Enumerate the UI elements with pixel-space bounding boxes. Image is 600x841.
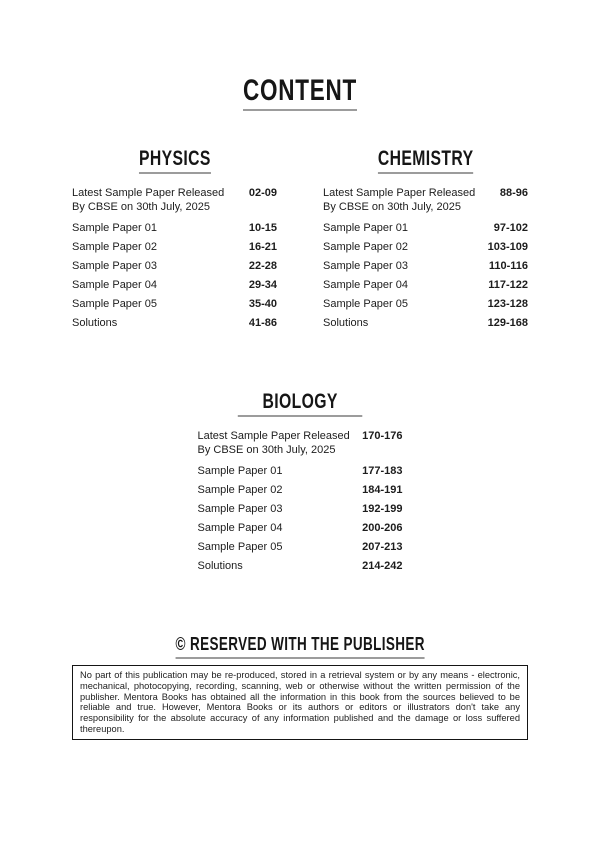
chemistry-heading-block [323, 148, 528, 174]
toc-entry-label: Solutions [72, 317, 118, 329]
toc-entry-label [198, 431, 350, 456]
toc-entry-pages: 88-96 [499, 187, 528, 199]
toc-entry-pages: 35-40 [248, 298, 277, 310]
toc-entry-pages: 10-15 [248, 222, 277, 234]
chemistry-heading-wrap [378, 148, 474, 174]
toc-entry-label: Sample Paper 05 [197, 541, 283, 553]
publisher-heading-block [0, 635, 600, 659]
toc-entry-label-line1: Latest Sample Paper Released [323, 187, 476, 199]
toc-entry-pages: 207-213 [362, 541, 403, 553]
toc-entry-pages: 41-86 [248, 317, 277, 329]
toc-entry [198, 485, 403, 496]
toc-entry-pages: 192-199 [362, 503, 403, 515]
disclaimer-text: No part of this publication may be re-produced, stored in a retrieval system or by any means - electronic, mechanical, photocopying, recording, scanning, web or otherwise without the written permission of the publisher. Mentora Books has obtained all the information in this book from the sources believed to be reliable and true. However, Mentora Books or its authors or editors or illustrators don't take any responsibility for the absolute accuracy of any information published and the damage or loss suffered thereupon. [80, 670, 520, 734]
toc-entry-label-line1: Latest Sample Paper Released [197, 430, 350, 442]
toc-entry-label: Sample Paper 01 [72, 222, 157, 234]
toc-entry-pages: 123-128 [487, 298, 528, 310]
biology-heading-block [198, 391, 403, 417]
toc-entry [198, 504, 403, 515]
toc-entry [198, 523, 403, 534]
toc-entry-label: Sample Paper 05 [72, 298, 157, 310]
biology-entries [198, 431, 403, 572]
section-heading-underline [378, 172, 474, 174]
toc-entry [323, 188, 528, 213]
toc-entry-label-line2: By CBSE on 30th July, 2025 [323, 201, 461, 213]
toc-entry-pages: 110-116 [488, 260, 528, 272]
toc-entry [72, 261, 277, 272]
toc-entry-pages: 170-176 [362, 430, 403, 442]
toc-entry [72, 223, 277, 234]
toc-entry [198, 431, 403, 456]
toc-entry-label: Sample Paper 04 [72, 279, 157, 291]
toc-entry-label: Sample Paper 03 [72, 260, 157, 272]
toc-entry-pages: 129-168 [487, 317, 528, 329]
toc-entry-label: Solutions [197, 560, 243, 572]
toc-entry [323, 223, 528, 234]
toc-entry-label: Sample Paper 04 [197, 522, 283, 534]
toc-entry-pages: 22-28 [248, 260, 277, 272]
toc-entry-pages: 214-242 [362, 560, 403, 572]
section-chemistry [323, 148, 528, 337]
publisher-heading-underline [175, 657, 424, 659]
toc-entry [323, 280, 528, 291]
toc-entry-label [323, 188, 475, 213]
toc-entry-pages: 29-34 [248, 279, 277, 291]
toc-entry-pages: 97-102 [493, 222, 528, 234]
toc-entry [198, 561, 403, 572]
section-heading: PHYSICS [138, 147, 211, 170]
toc-entry-pages: 16-21 [248, 241, 277, 253]
toc-entry-label: Sample Paper 05 [323, 298, 408, 310]
toc-entry [72, 188, 277, 213]
page-title-underline [243, 109, 357, 111]
toc-entry-pages: 117-122 [488, 279, 528, 291]
disclaimer-box [72, 665, 528, 740]
physics-entries [72, 188, 277, 329]
toc-entry-label: Sample Paper 04 [323, 279, 408, 291]
toc-entry-pages: 177-183 [362, 465, 403, 477]
toc-entry [323, 299, 528, 310]
toc-entry [323, 261, 528, 272]
toc-entry-label-line2: By CBSE on 30th July, 2025 [197, 444, 336, 456]
toc-entry [198, 466, 403, 477]
toc-entry [72, 280, 277, 291]
toc-entry [72, 299, 277, 310]
toc-entry-label-line2: By CBSE on 30th July, 2025 [72, 201, 210, 213]
section-biology [198, 391, 403, 572]
toc-entry [72, 318, 277, 329]
toc-entry-label-line1: Latest Sample Paper Released [72, 187, 225, 199]
toc-entry-label: Sample Paper 01 [197, 465, 283, 477]
toc-entry-label: Sample Paper 02 [197, 484, 283, 496]
publisher-heading: © RESERVED WITH THE PUBLISHER [175, 634, 425, 654]
biology-heading-wrap [262, 391, 337, 417]
toc-entry [323, 318, 528, 329]
toc-entry [323, 242, 528, 253]
toc-entry-label: Sample Paper 02 [72, 241, 157, 253]
toc-entry-pages: 103-109 [487, 241, 528, 253]
page-title: CONTENT [243, 74, 357, 107]
toc-entry-label: Solutions [323, 317, 369, 329]
toc-entry [198, 542, 403, 553]
toc-entry-label: Sample Paper 02 [323, 241, 408, 253]
toc-entry-label: Sample Paper 03 [323, 260, 408, 272]
publisher-heading-wrap [175, 635, 424, 659]
toc-entry-pages: 200-206 [362, 522, 403, 534]
toc-entry-pages: 02-09 [248, 187, 277, 199]
section-heading: CHEMISTRY [377, 147, 474, 170]
section-heading: BIOLOGY [262, 390, 338, 413]
page-title-wrap [243, 76, 357, 111]
toc-entry-label: Sample Paper 03 [197, 503, 283, 515]
toc-entry-label [72, 188, 224, 213]
two-column-area [72, 148, 528, 337]
toc-entry-label: Sample Paper 01 [323, 222, 408, 234]
section-heading-underline [238, 415, 363, 417]
page-title-block [0, 0, 600, 111]
physics-heading-wrap [139, 148, 211, 174]
toc-entry-pages: 184-191 [362, 484, 403, 496]
section-heading-underline [139, 172, 211, 174]
physics-heading-block [72, 148, 277, 174]
section-physics [72, 148, 277, 337]
toc-entry [72, 242, 277, 253]
chemistry-entries [323, 188, 528, 329]
